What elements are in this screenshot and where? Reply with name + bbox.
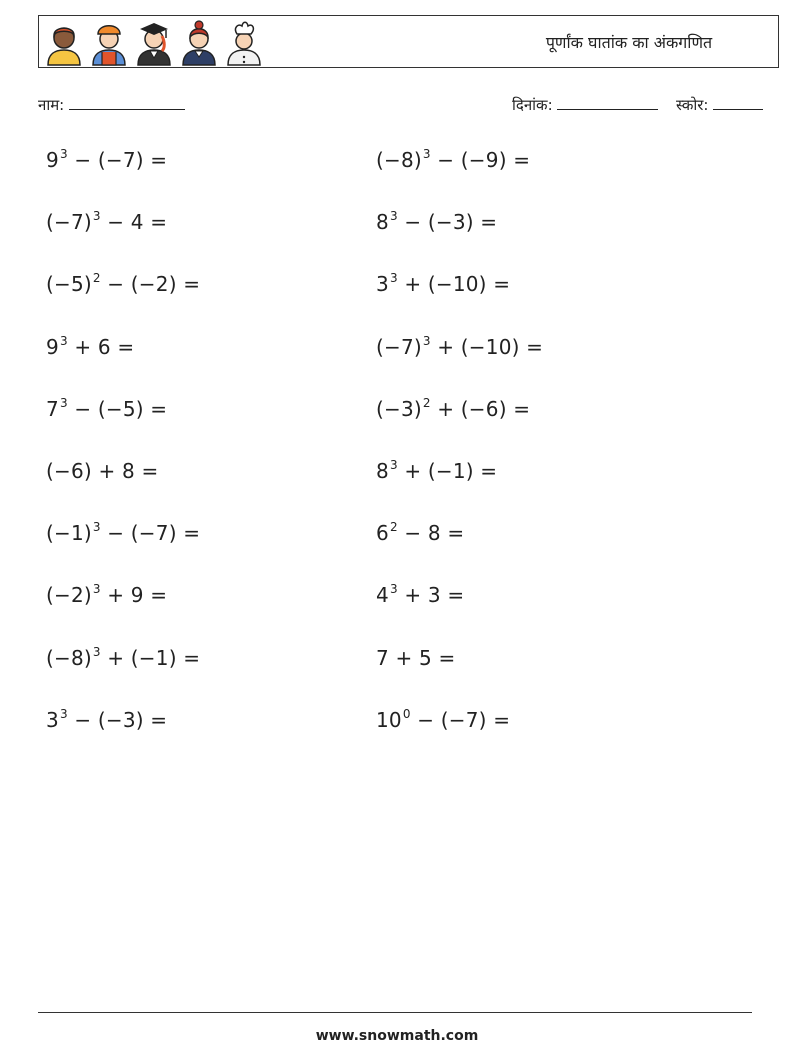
problem-rest: − (−7) = <box>67 148 168 172</box>
problem-item <box>46 397 167 421</box>
problem-base: (−6) + 8 = <box>46 459 159 483</box>
problem-base: 10 <box>376 708 402 732</box>
problem-item <box>46 148 167 172</box>
worker-avatar-icon <box>90 18 128 66</box>
problem-base: 7 + 5 = <box>376 646 456 670</box>
problem-rest: + (−6) = <box>430 397 531 421</box>
problem-rest: − (−7) = <box>100 521 201 545</box>
worksheet-header <box>38 15 779 68</box>
score-blank[interactable] <box>713 96 763 110</box>
problem-exponent: 3 <box>59 707 68 721</box>
name-label: नाम: <box>38 96 65 114</box>
problem-rest: + 3 = <box>397 583 465 607</box>
problem-exponent: 3 <box>59 334 68 348</box>
problem-base: 7 <box>46 397 59 421</box>
problem-exponent: 3 <box>59 147 68 161</box>
woman-avatar-icon <box>180 18 218 66</box>
problem-base: 8 <box>376 210 389 234</box>
problem-rest: − (−3) = <box>67 708 168 732</box>
problem-rest: − (−5) = <box>67 397 168 421</box>
problem-rest: + (−10) = <box>397 272 511 296</box>
problem-rest: − (−9) = <box>430 148 531 172</box>
problem-base: (−1) <box>46 521 92 545</box>
problem-base: (−8) <box>46 646 92 670</box>
problem-exponent: 3 <box>389 458 398 472</box>
problem-item <box>46 583 167 607</box>
problem-item <box>46 272 200 296</box>
problem-item <box>376 583 464 607</box>
problem-exponent: 3 <box>92 520 101 534</box>
problem-base: (−7) <box>46 210 92 234</box>
problem-item <box>46 521 200 545</box>
problem-item <box>46 210 167 234</box>
problem-item <box>376 708 510 732</box>
problem-base: 9 <box>46 148 59 172</box>
problem-base: (−7) <box>376 335 422 359</box>
problem-rest: + 6 = <box>67 335 135 359</box>
problem-exponent: 3 <box>92 209 101 223</box>
problem-rest: + 9 = <box>100 583 168 607</box>
problem-exponent: 3 <box>389 582 398 596</box>
problem-base: (−8) <box>376 148 422 172</box>
avatar-strip <box>45 18 263 66</box>
problem-exponent: 2 <box>422 396 431 410</box>
problem-item <box>46 646 200 670</box>
problem-item <box>376 646 455 670</box>
problem-base: 4 <box>376 583 389 607</box>
name-field <box>38 95 185 115</box>
score-label: स्कोर: <box>675 96 709 114</box>
problem-exponent: 3 <box>389 271 398 285</box>
problem-base: (−5) <box>46 272 92 296</box>
problem-item <box>376 272 510 296</box>
date-label: दिनांक: <box>512 96 553 114</box>
problem-exponent: 0 <box>402 707 411 721</box>
problem-item <box>376 521 464 545</box>
problem-rest: + (−1) = <box>397 459 498 483</box>
problem-item <box>376 397 530 421</box>
name-blank[interactable] <box>69 96 185 110</box>
problem-exponent: 2 <box>92 271 101 285</box>
worksheet-title: पूर्णांक घातांक का अंकगणित <box>545 32 713 52</box>
problem-item <box>376 148 530 172</box>
problem-exponent: 3 <box>92 645 101 659</box>
problem-base: 3 <box>46 708 59 732</box>
problem-item <box>46 335 134 359</box>
problem-exponent: 3 <box>422 147 431 161</box>
date-blank[interactable] <box>557 96 658 110</box>
problem-item <box>376 335 543 359</box>
problem-rest: − 8 = <box>397 521 465 545</box>
problem-item <box>376 210 497 234</box>
problem-item <box>46 708 167 732</box>
problem-base: 8 <box>376 459 389 483</box>
problem-base: (−3) <box>376 397 422 421</box>
problem-exponent: 3 <box>389 209 398 223</box>
problem-base: (−2) <box>46 583 92 607</box>
problem-rest: + (−1) = <box>100 646 201 670</box>
problem-rest: − (−2) = <box>100 272 201 296</box>
date-score-fields <box>512 95 763 115</box>
problem-rest: − 4 = <box>100 210 168 234</box>
problem-rest: − (−7) = <box>410 708 511 732</box>
problem-exponent: 2 <box>389 520 398 534</box>
problem-exponent: 3 <box>422 334 431 348</box>
problem-base: 3 <box>376 272 389 296</box>
problem-item <box>46 459 158 483</box>
graduate-avatar-icon <box>135 18 173 66</box>
problem-base: 9 <box>46 335 59 359</box>
problem-rest: + (−10) = <box>430 335 544 359</box>
problem-exponent: 3 <box>92 582 101 596</box>
problem-exponent: 3 <box>59 396 68 410</box>
chef-avatar-icon <box>225 18 263 66</box>
footer-divider <box>38 1012 752 1013</box>
problem-base: 6 <box>376 521 389 545</box>
person-avatar-icon <box>45 18 83 66</box>
footer-url: www.snowmath.com <box>315 1028 479 1044</box>
problem-item <box>376 459 497 483</box>
problem-rest: − (−3) = <box>397 210 498 234</box>
